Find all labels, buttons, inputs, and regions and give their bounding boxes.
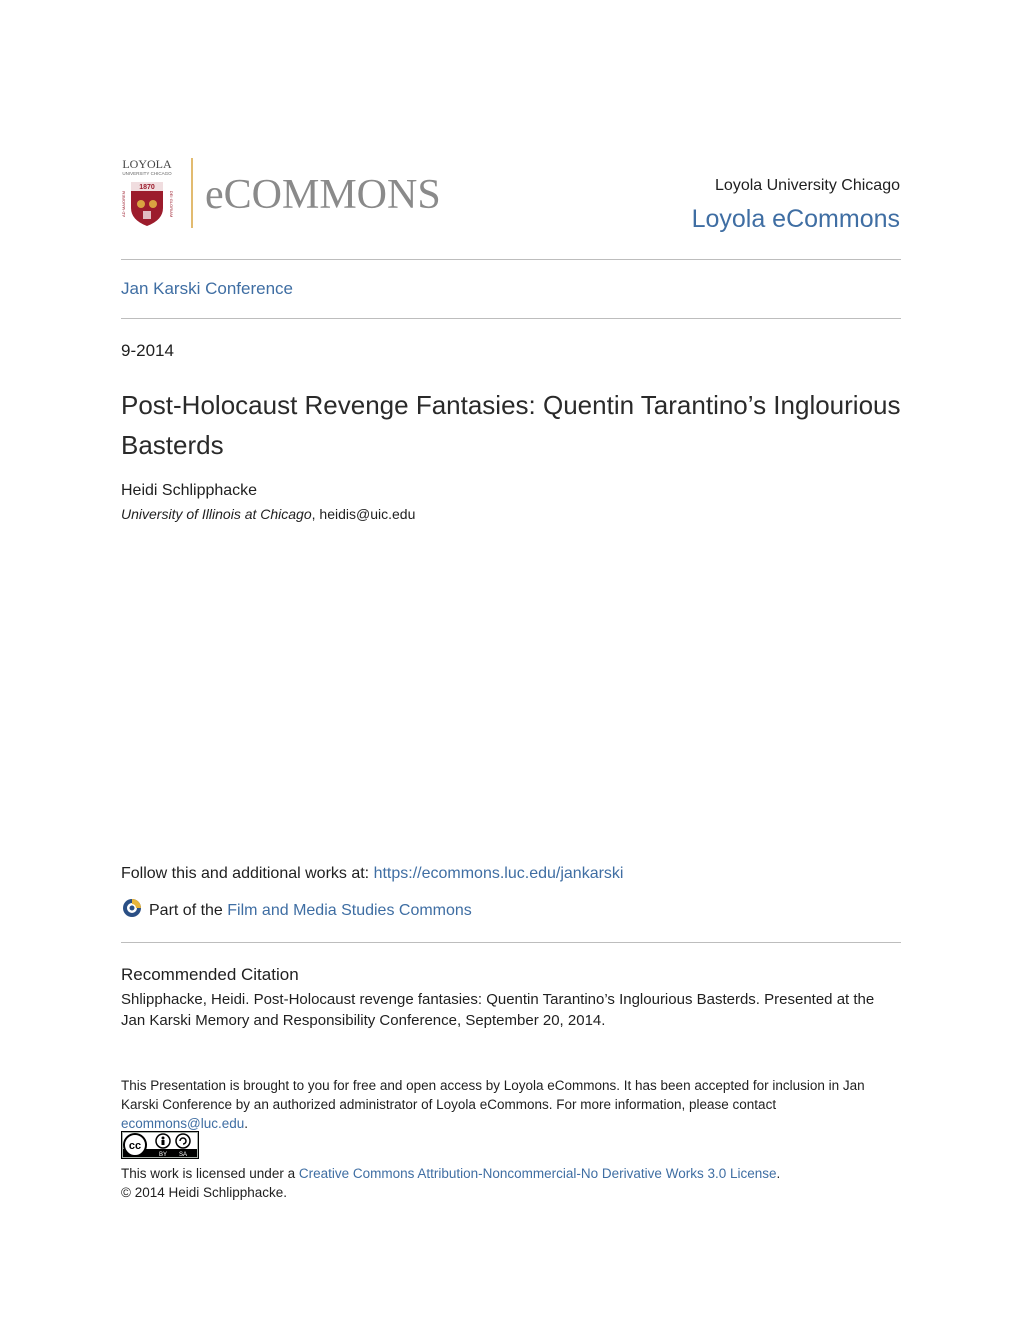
author-affiliation (121, 506, 415, 522)
svg-text:SA: SA (178, 1152, 188, 1158)
logo-loyola-text: LOYOLA (122, 157, 172, 171)
copyright-text: © 2014 Heidi Schlipphacke. (121, 1185, 288, 1200)
part-of-prefix: Part of the (149, 901, 228, 919)
cc-license-badge[interactable] (121, 1131, 199, 1159)
citation-text: Shlipphacke, Heidi. Post-Holocaust revenge fantasies: Quentin Tarantino’s Inglourious Basterds. Presented at the Jan Karski Memory and Responsibility Conference, September 20, 2014. (121, 991, 875, 1029)
collection-url-link[interactable]: https://ecommons.luc.edu/jankarski (373, 865, 624, 882)
commons-discipline-link[interactable]: Film and Media Studies Commons (227, 901, 472, 919)
seal-year: 1870 (139, 184, 155, 191)
publication-date: 9-2014 (121, 341, 174, 360)
svg-text:BY: BY (158, 1152, 168, 1158)
svg-text:cc: cc (128, 1140, 142, 1152)
license-link[interactable]: Creative Commons Attribution-Noncommercial-No Derivative Works 3.0 License (298, 1166, 777, 1181)
repository-link[interactable]: Loyola eCommons (691, 205, 900, 233)
divider (121, 318, 901, 319)
divider (121, 259, 901, 260)
share-alike-icon (176, 1134, 190, 1148)
access-notice (121, 1076, 881, 1133)
svg-text:AD·MAIOREM: AD·MAIOREM (121, 191, 126, 217)
license-prefix: This work is licensed under a (121, 1166, 299, 1181)
author-email: heidis@uic.edu (319, 506, 416, 522)
university-name[interactable]: Loyola University Chicago (715, 177, 900, 194)
contact-email-link[interactable]: ecommons@luc.edu (121, 1116, 245, 1131)
ecommons-logo (121, 156, 481, 236)
license-statement (121, 1164, 881, 1202)
author-name: Heidi Schlipphacke (121, 482, 258, 499)
notice-end: . (244, 1116, 249, 1131)
follow-prefix: Follow this and additional works at: (121, 865, 374, 882)
follow-line (121, 865, 623, 883)
divider (121, 942, 901, 943)
affiliation-institution: University of Illinois at Chicago (121, 506, 312, 522)
affiliation-separator: , (311, 506, 316, 522)
document-title: Post-Holocaust Revenge Fantasies: Quentin Tarantino’s Inglourious Basterds (121, 390, 901, 460)
citation-heading: Recommended Citation (121, 965, 299, 984)
series-link[interactable]: Jan Karski Conference (121, 279, 293, 298)
notice-text: This Presentation is brought to you for free and open access by Loyola eCommons. It has been accepted for inclusion in Jan Karski Conference by an authorized administrator of Loyola eCommons. For more information, please contact (121, 1078, 865, 1112)
logo-subtitle-text: UNIVERSITY CHICAGO (122, 171, 172, 176)
svg-text:DEI·GLORIAM: DEI·GLORIAM (169, 190, 174, 218)
part-of-line (121, 898, 472, 923)
logo-wordmark: eCOMMONS (205, 172, 441, 218)
network-icon (121, 898, 143, 923)
license-suffix: . (776, 1166, 781, 1181)
